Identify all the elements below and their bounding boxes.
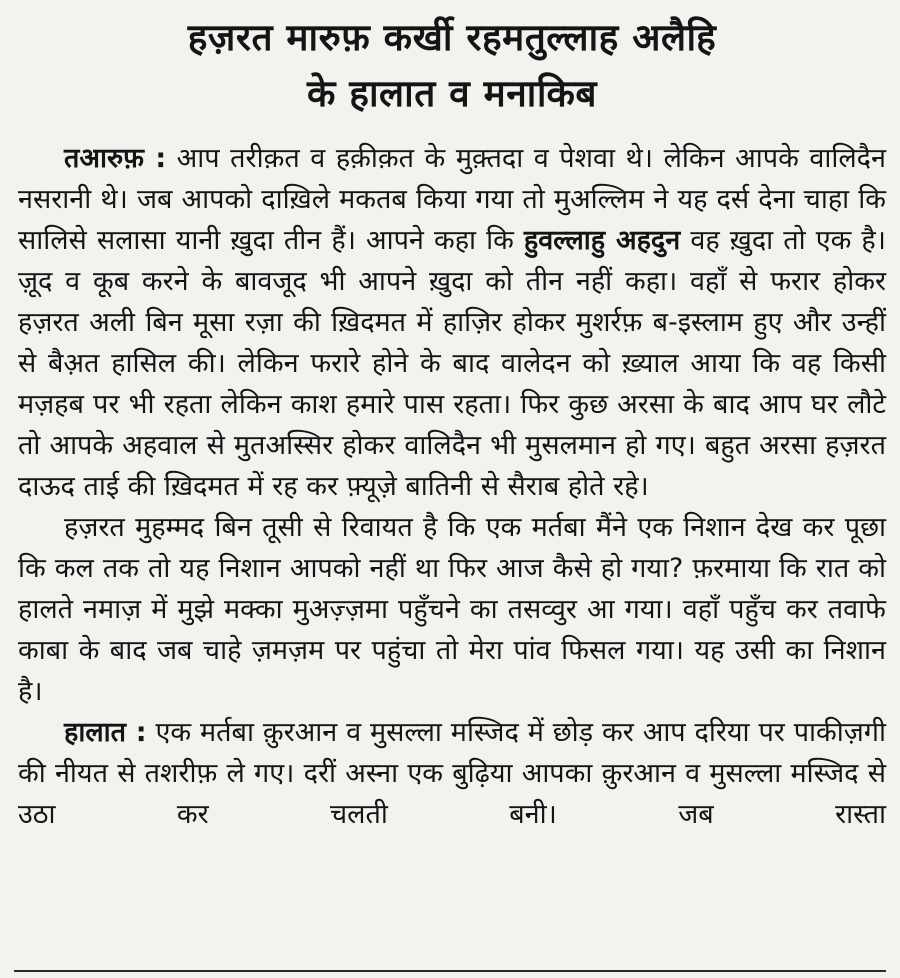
bottom-divider	[14, 970, 886, 972]
highlighted-phrase: हुवल्लाहु अहदुन	[523, 225, 681, 256]
title-line-2: के हालात व मनाकिब	[307, 72, 597, 115]
narration-paragraph	[18, 507, 886, 712]
circumstances-paragraph	[18, 712, 886, 835]
article-title	[18, 10, 886, 122]
introduction-text-part-1: आप तरीक़त व हक़ीक़त के मुक़्तदा व पेशवा थे। लेकिन आपके वालिदैन नसरानी थे। जब आपको दाख़िले मकतब किया गया तो मुअल्लिम ने यह दर्स देना चाहा कि सालिसे सलासा यानी ख़ुदा तीन हैं। आपने कहा कि	[18, 143, 886, 256]
introduction-paragraph	[18, 138, 886, 507]
narration-text: हज़रत मुहम्मद बिन तूसी से रिवायत है कि एक मर्तबा मैंने एक निशान देख कर पूछा कि कल तक तो यह निशान आपको नहीं था फिर आज कैसे हो गया? फ़रमाया कि रात को हालते नमाज़ में मुझे मक्का मुअज़्ज़मा पहुँचने का तसव्वुर आ गया। वहाँ पहुँच कर तवाफे काबा के बाद जब चाहे ज़मज़म पर पहुंचा तो मेरा पांव फिसल गया। यह उसी का निशान है।	[18, 512, 886, 707]
title-line-1: हज़रत मारुफ़ कर्खी रहमतुल्लाह अलैहि	[187, 16, 717, 59]
circumstances-label: हालात :	[64, 717, 147, 748]
circumstances-text: एक मर्तबा क़ुरआन व मुसल्ला मस्जिद में छोड़ कर आप दरिया पर पाकीज़गी की नीयत से तशरीफ़ ले गए। दरीं अस्ना एक बुढ़िया आपका क़ुरआन व मुसल्ला मस्जिद से उठा कर चलती बनी। जब रास्ता	[18, 717, 887, 830]
introduction-text-part-2: वह ख़ुदा तो एक है। ज़ूद व कूब करने के बावजूद भी आपने ख़ुदा को तीन नहीं कहा। वहाँ से फरार होकर हज़रत अली बिन मूसा रज़ा की ख़िदमत में हाज़िर होकर मुशर्रफ़ ब-इस्लाम हुए और उन्हीं से बैअ़त हासिल की। लेकिन फरारे होने के बाद वालेदन को ख़्याल आया कि वह किसी मज़हब पर भी रहता लेकिन काश हमारे पास रहता। फिर कुछ अरसा के बाद आप घर लौटे तो आपके अहवाल से मुतअस्सिर होकर वालिदैन भी मुसलमान हो गए। बहुत अरसा हज़रत दाऊद ताई की ख़िदमत में रह कर फ़्यूज़े बातिनी से सैराब होते रहे।	[18, 225, 886, 502]
introduction-label: तआरुफ़ :	[64, 143, 167, 174]
article-body	[18, 138, 886, 835]
